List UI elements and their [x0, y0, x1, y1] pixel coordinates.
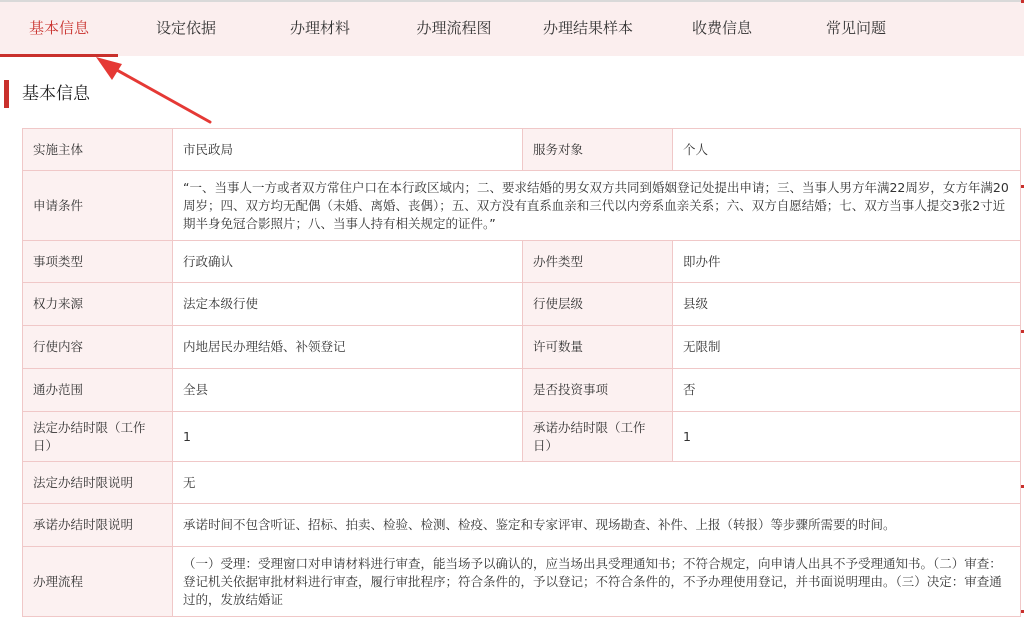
active-tab-indicator: [0, 54, 118, 57]
value-case-type: 即办件: [673, 241, 1021, 283]
value-service-target: 个人: [673, 129, 1021, 171]
label-level: 行使层级: [523, 283, 673, 326]
info-table: [22, 128, 1021, 617]
label-service-target: 服务对象: [523, 129, 673, 171]
table-row: [23, 129, 1021, 171]
right-edge-marks: [1019, 0, 1024, 620]
tab-fees[interactable]: 收费信息: [691, 19, 752, 37]
table-row: [23, 412, 1021, 462]
label-legal-time-note: 法定办结时限说明: [23, 462, 173, 504]
label-power-source: 权力来源: [23, 283, 173, 326]
label-scope: 通办范围: [23, 369, 173, 412]
tab-flowchart[interactable]: 办理流程图: [416, 19, 492, 37]
value-level: 县级: [673, 283, 1021, 326]
value-scope: 全县: [173, 369, 523, 412]
tab-materials[interactable]: 办理材料: [289, 19, 350, 37]
value-legal-time-limit: 1: [173, 412, 523, 462]
label-legal-time-limit: 法定办结时限（工作日）: [23, 412, 173, 462]
value-promised-time-note: 承诺时间不包含听证、招标、拍卖、检验、检测、检疫、鉴定和专家评审、现场勘查、补件、上报（转报）等步骤所需要的时间。: [173, 504, 1021, 547]
label-conditions: 申请条件: [23, 171, 173, 241]
table-row: [23, 547, 1021, 617]
value-permit-quantity: 无限制: [673, 326, 1021, 369]
label-promised-time-note: 承诺办结时限说明: [23, 504, 173, 547]
table-row: [23, 504, 1021, 547]
section-accent-bar: [4, 80, 9, 108]
value-conditions: “一、当事人一方或者双方常住户口在本行政区域内；二、要求结婚的男女双方共同到婚姻登记处提出申请；三、当事人男方年满22周岁，女方年满20周岁；四、双方均无配偶（未婚、离婚、丧偶）；五、双方没有直系血亲和三代以内旁系血亲关系；六、双方自愿结婚；七、双方当事人提交3张2寸近期半身免冠合影照片；八、当事人持有相关规定的证件。”: [173, 171, 1021, 241]
label-item-type: 事项类型: [23, 241, 173, 283]
label-promised-time-limit: 承诺办结时限（工作日）: [523, 412, 673, 462]
value-promised-time-limit: 1: [673, 412, 1021, 462]
label-case-type: 办件类型: [523, 241, 673, 283]
tab-legal-basis[interactable]: 设定依据: [155, 19, 216, 37]
label-exercise-content: 行使内容: [23, 326, 173, 369]
label-implementer: 实施主体: [23, 129, 173, 171]
table-row: [23, 171, 1021, 241]
tab-basic-info[interactable]: 基本信息: [28, 19, 89, 37]
label-permit-quantity: 许可数量: [523, 326, 673, 369]
tab-result-sample[interactable]: 办理结果样本: [542, 19, 633, 37]
table-row: [23, 283, 1021, 326]
value-exercise-content: 内地居民办理结婚、补领登记: [173, 326, 523, 369]
tab-bar: [0, 2, 1024, 56]
value-item-type: 行政确认: [173, 241, 523, 283]
label-investment-item: 是否投资事项: [523, 369, 673, 412]
value-power-source: 法定本级行使: [173, 283, 523, 326]
label-process: 办理流程: [23, 547, 173, 617]
table-row: [23, 369, 1021, 412]
table-row: [23, 241, 1021, 283]
tab-faq[interactable]: 常见问题: [825, 19, 886, 37]
section-title: 基本信息: [22, 84, 90, 104]
value-implementer: 市民政局: [173, 129, 523, 171]
table-row: [23, 326, 1021, 369]
value-legal-time-note: 无: [173, 462, 1021, 504]
value-process: （一）受理：受理窗口对申请材料进行审查，能当场予以确认的，应当场出具受理通知书；不符合规定，向申请人出具不予受理通知书。（二）审查：登记机关依据审批材料进行审查，履行审批程序；符合条件的，予以登记；不符合条件的，不予办理使用登记，并书面说明理由。（三）决定：审查通过的，发放结婚证: [173, 547, 1021, 617]
value-investment-item: 否: [673, 369, 1021, 412]
table-row: [23, 462, 1021, 504]
